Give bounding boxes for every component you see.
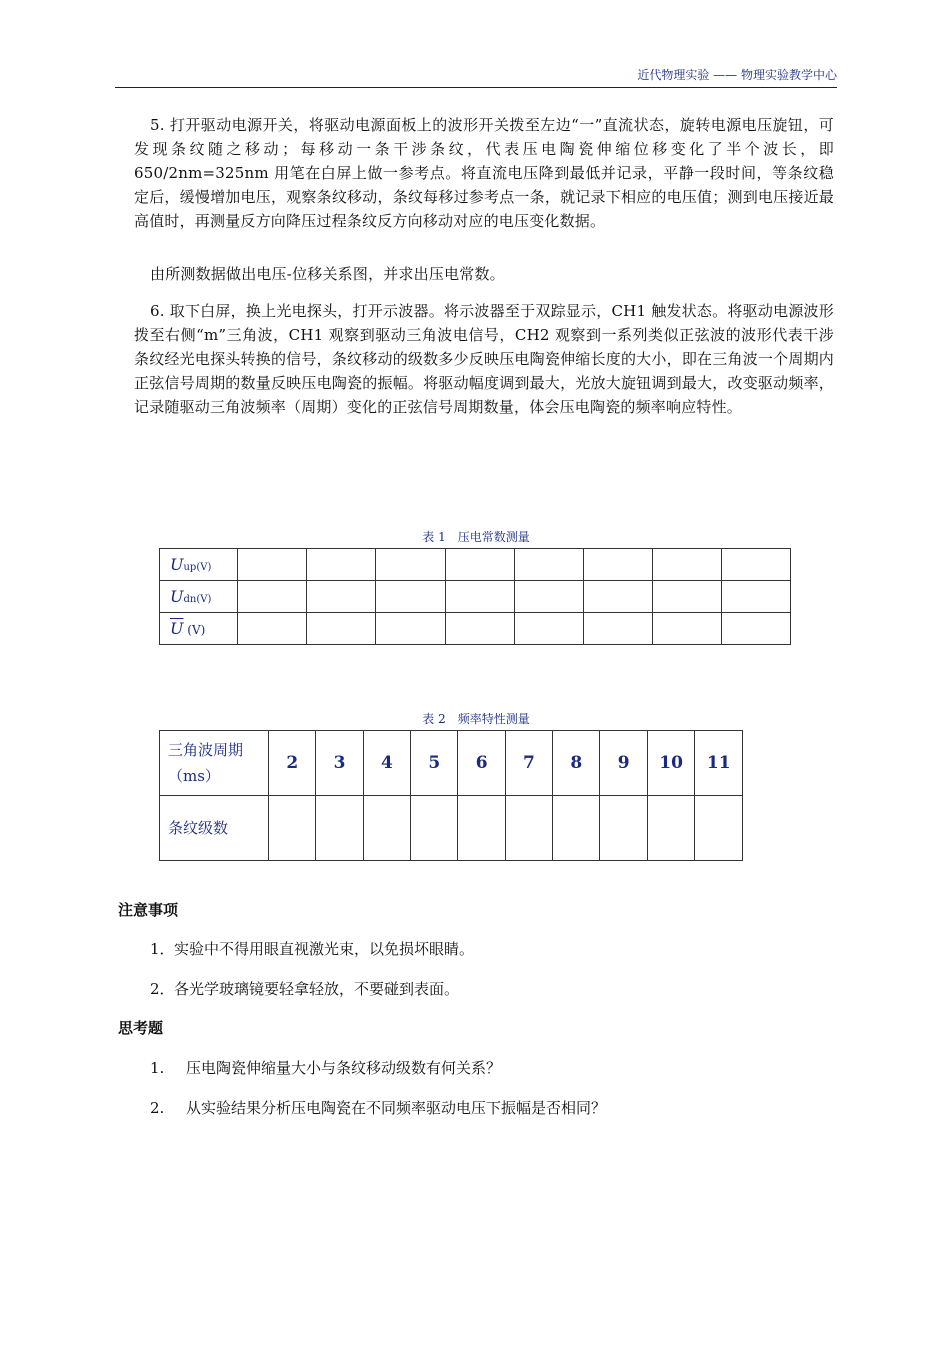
data-cell [721,549,790,581]
data-cell [721,581,790,613]
data-cell [514,613,583,645]
note-item-1 [150,938,474,959]
data-cell [647,796,695,861]
row-label-period [160,731,269,796]
data-cell [600,796,647,861]
table-row [160,613,791,645]
period-cell: 4 [363,731,410,796]
table-row [160,796,743,861]
note-text: 各光学玻璃镜要轻拿轻放，不要碰到表面。 [174,980,460,998]
question-item-2 [150,1097,606,1118]
paragraph-graph-instruction: 由所测数据做出电压-位移关系图，并求出压电常数。 [150,265,505,283]
data-cell [695,796,743,861]
symbol: U [170,555,184,574]
table-row [160,731,743,796]
data-cell [307,613,376,645]
period-cell: 10 [647,731,695,796]
data-cell [583,549,652,581]
data-cell [376,549,445,581]
data-cell [505,796,552,861]
question-number: 1. [150,1059,165,1077]
row-label-u-up [160,549,238,581]
subscript: up(V) [183,562,212,573]
paragraph-step-6: 6. 取下白屏，换上光电探头，打开示波器。将示波器至于双踪显示，CH1 触发状态。将驱动电源波形拨至右侧“m”三角波，CH1 观察到驱动三角波电信号，CH2 观察到一系列类似正弦波的波形代表干涉条纹经光电探头转换的信号，条纹移动的级数多少反映压电陶瓷伸缩长度的大小，即在三角波一个周期内正弦信号周期的数量反映压电陶瓷的振幅。将驱动幅度调到最大，光放大旋钮调到最大，改变驱动频率，记录随驱动三角波频率（周期）变化的正弦信号周期数量，体会压电陶瓷的频率响应特性。 [134,302,834,416]
paragraph-step-5: 5. 打开驱动电源开关，将驱动电源面板上的波形开关拨至左边“一”直流状态，旋转电源电压旋钮，可发现条纹随之移动；每移动一条干涉条纹，代表压电陶瓷伸缩位移变化了半个波长，即650/2nm=325nm 用笔在白屏上做一参考点。将直流电压降到最低并记录，平静一段时间，等条纹稳定后，缓慢增加电压，观察条纹移动，条纹每移过参考点一条，就记录下相应的电压值；测到电压接近最高值时，再测量反方向降压过程条纹反方向移动对应的电压变化数据。 [134,116,834,230]
period-cell: 6 [458,731,505,796]
label-unit: （ms） [168,767,220,785]
table-row [160,549,791,581]
question-item-1 [150,1057,501,1078]
data-cell [721,613,790,645]
data-cell [238,613,307,645]
note-number: 1． [150,940,175,958]
data-cell [652,613,721,645]
data-cell [445,549,514,581]
question-text: 压电陶瓷伸缩量大小与条纹移动级数有何关系？ [186,1059,502,1077]
data-cell [411,796,458,861]
period-cell: 8 [553,731,600,796]
symbol: $\overline{U}$ [170,619,184,638]
row-label-u-dn [160,581,238,613]
question-number: 2. [150,1099,165,1117]
data-cell [269,796,316,861]
subscript: dn(V) [183,594,212,605]
label-line: 三角波周期 [168,741,244,759]
data-cell [363,796,410,861]
data-cell [652,549,721,581]
data-cell [583,613,652,645]
period-cell: 11 [695,731,743,796]
data-cell [445,613,514,645]
data-cell [307,581,376,613]
period-cell: 3 [316,731,363,796]
period-cell: 9 [600,731,647,796]
row-label-u-mean [160,613,238,645]
table-row [160,581,791,613]
data-cell [316,796,363,861]
question-text: 从实验结果分析压电陶瓷在不同频率驱动电压下振幅是否相同？ [186,1099,607,1117]
header-rule [115,87,837,88]
row-label-fringe-order: 条纹级数 [160,796,269,861]
data-cell [238,549,307,581]
data-cell [445,581,514,613]
data-cell [514,581,583,613]
data-cell [553,796,600,861]
data-cell [583,581,652,613]
questions-heading: 思考题 [118,1019,164,1037]
table1-caption: 表 1 压电常数测量 [422,530,530,544]
data-cell [307,549,376,581]
unit: (V) [183,623,206,637]
period-cell: 7 [505,731,552,796]
data-cell [458,796,505,861]
data-cell [376,581,445,613]
frequency-response-table [159,730,743,861]
table2-caption: 表 2 频率特性测量 [422,712,530,726]
data-cell [514,549,583,581]
data-cell [376,613,445,645]
note-text: 实验中不得用眼直视激光束，以免损坏眼睛。 [174,940,475,958]
period-cell: 2 [269,731,316,796]
period-cell: 5 [411,731,458,796]
symbol: U [170,587,184,606]
piezo-constant-table [159,548,791,645]
data-cell [238,581,307,613]
page-header: 近代物理实验 —— 物理实验教学中心 [637,68,837,82]
notes-heading: 注意事项 [118,901,179,919]
note-item-2 [150,978,459,999]
note-number: 2． [150,980,175,998]
data-cell [652,581,721,613]
